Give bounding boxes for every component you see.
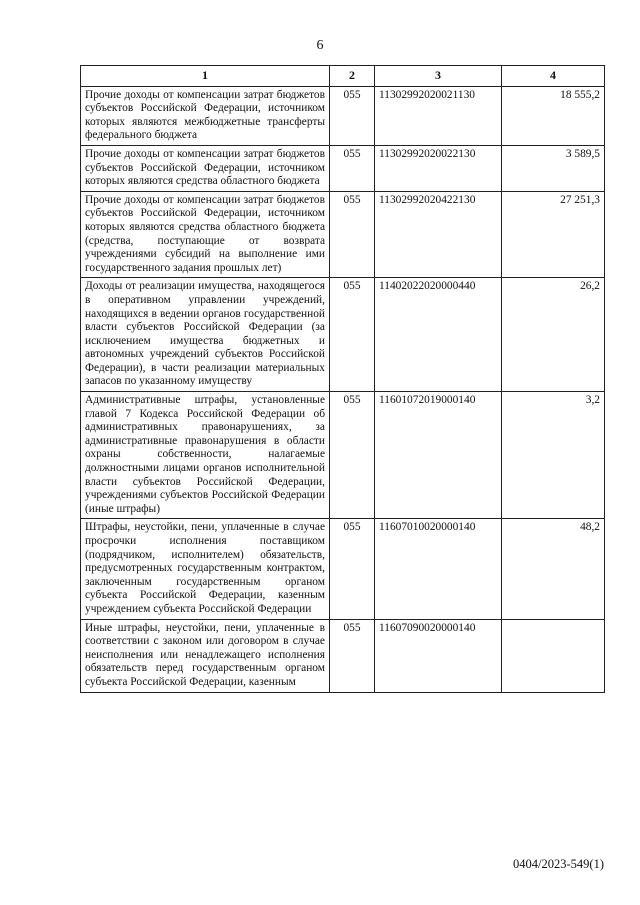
table-header-row	[81, 66, 605, 87]
amount: 3 589,5	[502, 145, 605, 191]
revenue-description: Иные штрафы, неустойки, пени, уплаченные в соответствии с законом или договором в случае неисполнения или ненадлежащего исполнения обязательств перед государственным органом субъекта Российской Федерации, казенным	[81, 619, 330, 692]
administrator-code: 055	[330, 519, 375, 619]
budget-classification-code: 11607090020000140	[375, 619, 502, 692]
column-header: 1	[81, 66, 330, 87]
table-row	[81, 145, 605, 191]
table-row	[81, 191, 605, 278]
table-row	[81, 519, 605, 619]
page-number: 6	[316, 38, 324, 53]
administrator-code: 055	[330, 191, 375, 278]
revenue-description: Штрафы, неустойки, пени, уплаченные в случае просрочки исполнения поставщиком (подрядчиком, исполнителем) обязательств, предусмотренных государственным контрактом, заключенным государственным органом субъекта Российской Федерации, казенным учреждением субъекта Российской Федерации	[81, 519, 330, 619]
column-header: 3	[375, 66, 502, 87]
budget-classification-code: 11302992020422130	[375, 191, 502, 278]
budget-classification-code: 11302992020022130	[375, 145, 502, 191]
budget-classification-code: 11302992020021130	[375, 86, 502, 145]
administrator-code: 055	[330, 392, 375, 519]
table-row	[81, 278, 605, 392]
amount	[502, 619, 605, 692]
administrator-code: 055	[330, 145, 375, 191]
administrator-code: 055	[330, 278, 375, 392]
revenue-description: Прочие доходы от компенсации затрат бюджетов субъектов Российской Федерации, источником которых являются межбюджетные трансферты федерального бюджета	[81, 86, 330, 145]
budget-classification-code: 11402022020000440	[375, 278, 502, 392]
administrator-code: 055	[330, 619, 375, 692]
table-row	[81, 619, 605, 692]
revenue-description: Доходы от реализации имущества, находящегося в оперативном управлении учреждений, находящихся в ведении органов государственной власти субъектов Российской Федерации (за исключением имущества бюджетных и автономных учреждений субъектов Российской Федерации), в части реализации материальных запасов по указанному имуществу	[81, 278, 330, 392]
amount: 27 251,3	[502, 191, 605, 278]
column-header: 2	[330, 66, 375, 87]
budget-classification-code: 11607010020000140	[375, 519, 502, 619]
revenue-table	[80, 65, 605, 693]
amount: 26,2	[502, 278, 605, 392]
budget-classification-code: 11601072019000140	[375, 392, 502, 519]
table-row	[81, 86, 605, 145]
amount: 3,2	[502, 392, 605, 519]
column-header: 4	[502, 66, 605, 87]
revenue-description: Административные штрафы, установленные главой 7 Кодекса Российской Федерации об административных правонарушениях, за административные правонарушения в области охраны собственности, налагаемые должностными лицами органов исполнительной власти субъектов Российской Федерации, учреждениями субъектов Российской Федерации (иные штрафы)	[81, 392, 330, 519]
amount: 48,2	[502, 519, 605, 619]
revenue-description: Прочие доходы от компенсации затрат бюджетов субъектов Российской Федерации, источником которых являются средства областного бюджета	[81, 145, 330, 191]
amount: 18 555,2	[502, 86, 605, 145]
document-number: 0404/2023-549(1)	[513, 857, 604, 871]
table-row	[81, 392, 605, 519]
administrator-code: 055	[330, 86, 375, 145]
revenue-description: Прочие доходы от компенсации затрат бюджетов субъектов Российской Федерации, источником которых являются средства областного бюджета (средства, поступающие от возврата учреждениями субсидий на выполнение ими государственного задания прошлых лет)	[81, 191, 330, 278]
